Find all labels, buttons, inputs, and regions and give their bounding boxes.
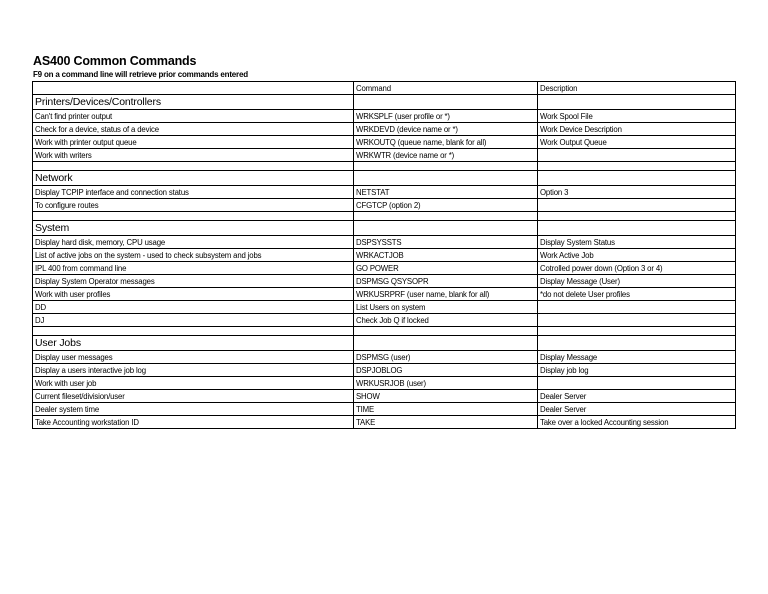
description-cell: *do not delete User profiles bbox=[538, 288, 736, 301]
commands-table-body bbox=[33, 82, 736, 429]
spacer-row bbox=[33, 212, 736, 221]
description-cell bbox=[538, 301, 736, 314]
command-cell: WRKUSRPRF (user name, blank for all) bbox=[354, 288, 538, 301]
task-cell: Display a users interactive job log bbox=[33, 364, 354, 377]
header-row bbox=[33, 82, 736, 95]
table-row bbox=[33, 262, 736, 275]
section-heading-empty-cell bbox=[538, 336, 736, 351]
description-cell bbox=[538, 377, 736, 390]
description-cell: Dealer Server bbox=[538, 403, 736, 416]
spacer-cell bbox=[538, 327, 736, 336]
command-cell: WRKSPLF (user profile or *) bbox=[354, 110, 538, 123]
task-cell: Work with user job bbox=[33, 377, 354, 390]
description-cell bbox=[538, 314, 736, 327]
description-cell: Display job log bbox=[538, 364, 736, 377]
table-row bbox=[33, 249, 736, 262]
section-heading-row bbox=[33, 171, 736, 186]
command-cell: DSPJOBLOG bbox=[354, 364, 538, 377]
command-cell: CFGTCP (option 2) bbox=[354, 199, 538, 212]
table-row bbox=[33, 403, 736, 416]
command-cell: DSPMSG (user) bbox=[354, 351, 538, 364]
commands-table bbox=[32, 81, 736, 429]
task-cell: Check for a device, status of a device bbox=[33, 123, 354, 136]
description-cell: Take over a locked Accounting session bbox=[538, 416, 736, 429]
spacer-row bbox=[33, 327, 736, 336]
description-cell: Work Active Job bbox=[538, 249, 736, 262]
task-cell: Work with user profiles bbox=[33, 288, 354, 301]
description-cell: Display System Status bbox=[538, 236, 736, 249]
section-heading: User Jobs bbox=[33, 336, 354, 351]
table-row bbox=[33, 275, 736, 288]
command-cell: Check Job Q if locked bbox=[354, 314, 538, 327]
task-cell: Display user messages bbox=[33, 351, 354, 364]
table-row bbox=[33, 288, 736, 301]
table-row bbox=[33, 186, 736, 199]
section-heading-empty-cell bbox=[354, 171, 538, 186]
description-cell: Work Spool File bbox=[538, 110, 736, 123]
task-cell: Work with writers bbox=[33, 149, 354, 162]
spacer-cell bbox=[538, 162, 736, 171]
command-cell: DSPMSG QSYSOPR bbox=[354, 275, 538, 288]
table-row bbox=[33, 123, 736, 136]
command-cell: WRKOUTQ (queue name, blank for all) bbox=[354, 136, 538, 149]
command-cell: DSPSYSSTS bbox=[354, 236, 538, 249]
section-heading-empty-cell bbox=[354, 95, 538, 110]
command-cell: WRKDEVD (device name or *) bbox=[354, 123, 538, 136]
task-cell: Dealer system time bbox=[33, 403, 354, 416]
description-cell: Cotrolled power down (Option 3 or 4) bbox=[538, 262, 736, 275]
section-heading-empty-cell bbox=[538, 221, 736, 236]
spacer-cell bbox=[354, 162, 538, 171]
table-row bbox=[33, 110, 736, 123]
description-cell: Dealer Server bbox=[538, 390, 736, 403]
command-cell: List Users on system bbox=[354, 301, 538, 314]
task-cell: Can't find printer output bbox=[33, 110, 354, 123]
description-cell: Display Message (User) bbox=[538, 275, 736, 288]
description-cell: Work Device Description bbox=[538, 123, 736, 136]
spacer-cell bbox=[538, 212, 736, 221]
task-cell: Display System Operator messages bbox=[33, 275, 354, 288]
section-heading: Printers/Devices/Controllers bbox=[33, 95, 354, 110]
command-cell: TAKE bbox=[354, 416, 538, 429]
task-cell: DD bbox=[33, 301, 354, 314]
command-cell: WRKWTR (device name or *) bbox=[354, 149, 538, 162]
description-cell: Work Output Queue bbox=[538, 136, 736, 149]
description-cell bbox=[538, 199, 736, 212]
spacer-cell bbox=[354, 327, 538, 336]
task-cell: Work with printer output queue bbox=[33, 136, 354, 149]
section-heading-row bbox=[33, 95, 736, 110]
task-cell: IPL 400 from command line bbox=[33, 262, 354, 275]
task-cell: Display hard disk, memory, CPU usage bbox=[33, 236, 354, 249]
table-row bbox=[33, 364, 736, 377]
command-cell: NETSTAT bbox=[354, 186, 538, 199]
section-heading-empty-cell bbox=[538, 95, 736, 110]
task-cell: DJ bbox=[33, 314, 354, 327]
command-cell: TIME bbox=[354, 403, 538, 416]
table-row bbox=[33, 236, 736, 249]
task-cell: Take Accounting workstation ID bbox=[33, 416, 354, 429]
command-cell: WRKACTJOB bbox=[354, 249, 538, 262]
section-heading-row bbox=[33, 336, 736, 351]
spacer-cell bbox=[33, 212, 354, 221]
table-row bbox=[33, 301, 736, 314]
table-row bbox=[33, 351, 736, 364]
description-cell bbox=[538, 149, 736, 162]
table-row bbox=[33, 377, 736, 390]
task-cell: Current fileset/division/user bbox=[33, 390, 354, 403]
command-cell: SHOW bbox=[354, 390, 538, 403]
spacer-cell bbox=[354, 212, 538, 221]
page-subtitle: F9 on a command line will retrieve prior commands entered bbox=[33, 70, 248, 79]
header-cell-command: Command bbox=[354, 82, 538, 95]
task-cell: Display TCPIP interface and connection status bbox=[33, 186, 354, 199]
table-row bbox=[33, 199, 736, 212]
header-cell-blank bbox=[33, 82, 354, 95]
table-row bbox=[33, 314, 736, 327]
task-cell: To configure routes bbox=[33, 199, 354, 212]
table-row bbox=[33, 416, 736, 429]
table-row bbox=[33, 149, 736, 162]
section-heading-empty-cell bbox=[354, 221, 538, 236]
table-row bbox=[33, 390, 736, 403]
spacer-cell bbox=[33, 162, 354, 171]
command-cell: WRKUSRJOB (user) bbox=[354, 377, 538, 390]
description-cell: Display Message bbox=[538, 351, 736, 364]
section-heading-row bbox=[33, 221, 736, 236]
header-cell-description: Description bbox=[538, 82, 736, 95]
section-heading-empty-cell bbox=[354, 336, 538, 351]
section-heading-empty-cell bbox=[538, 171, 736, 186]
command-cell: GO POWER bbox=[354, 262, 538, 275]
spacer-row bbox=[33, 162, 736, 171]
section-heading: Network bbox=[33, 171, 354, 186]
spacer-cell bbox=[33, 327, 354, 336]
page-title: AS400 Common Commands bbox=[33, 54, 197, 68]
description-cell: Option 3 bbox=[538, 186, 736, 199]
table-row bbox=[33, 136, 736, 149]
section-heading: System bbox=[33, 221, 354, 236]
task-cell: List of active jobs on the system - used to check subsystem and jobs bbox=[33, 249, 354, 262]
